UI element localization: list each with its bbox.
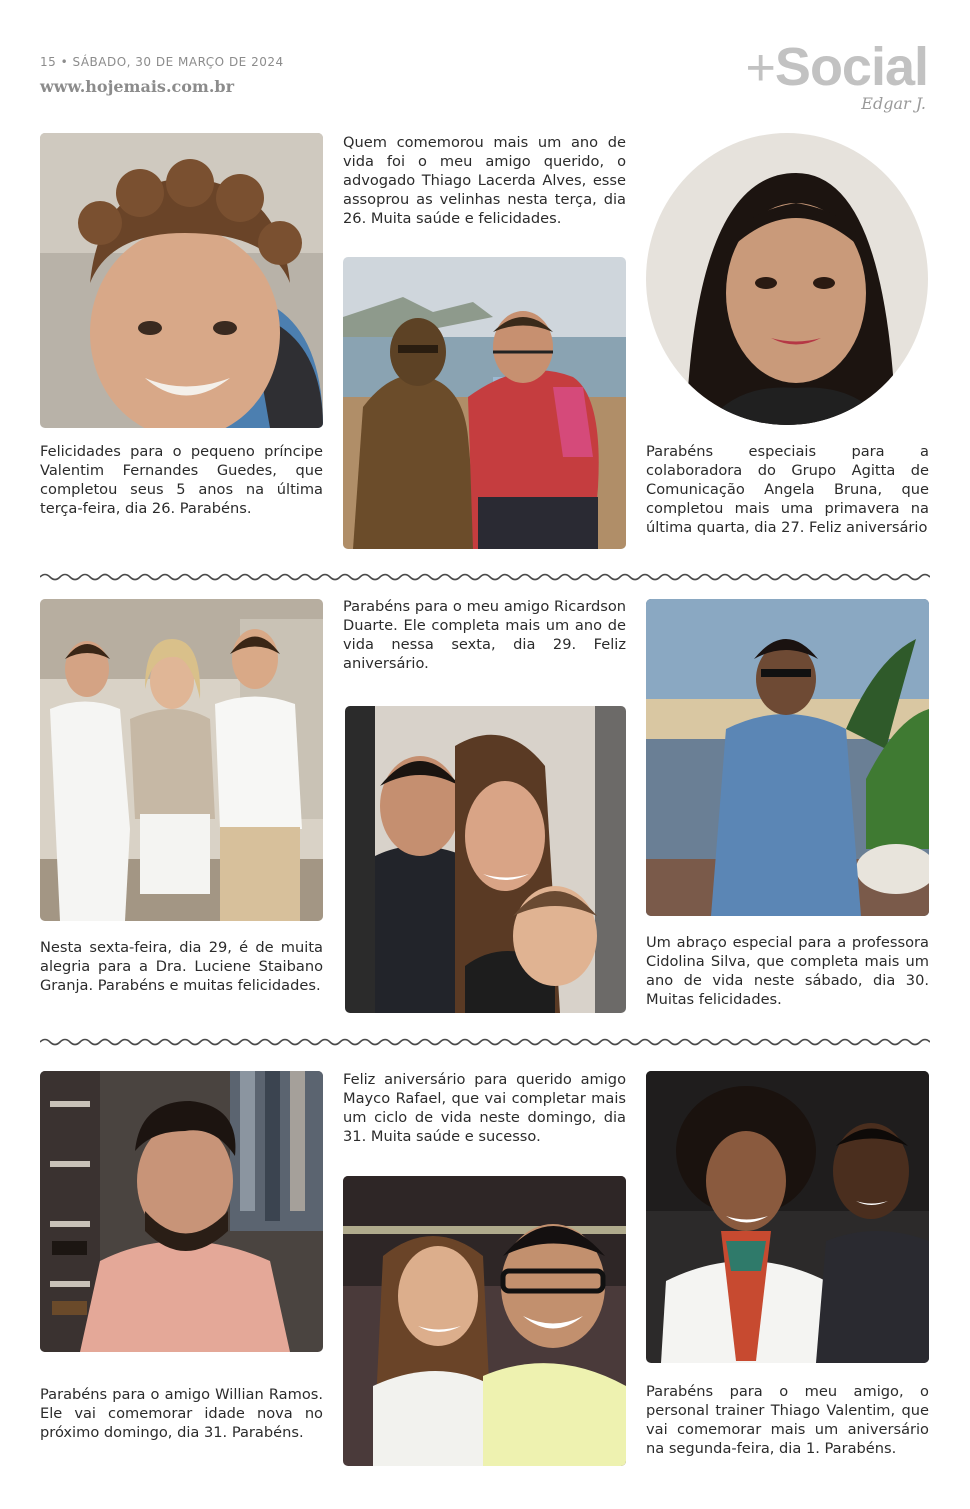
caption-luciene: Nesta sexta-feira, dia 29, é de muita alegria para a Dra. Luciene Staibano Granja. Parabéns e muitas felicidades. — [40, 939, 323, 994]
section-divider — [40, 572, 930, 582]
photo-ricardson-selfie — [345, 706, 626, 1013]
section-logo-word: Social — [774, 37, 928, 97]
photo-cidolina — [646, 599, 929, 916]
caption-thiago-valentim: Parabéns para o meu amigo, o personal trainer Thiago Valentim, que vai comemorar mais um aniversário na segunda-feira, dia 1. Parabéns. — [646, 1383, 929, 1457]
photo-thiago-valentim — [646, 1071, 929, 1363]
photo-family-trio — [40, 599, 323, 921]
caption-willian: Parabéns para o amigo Willian Ramos. Ele vai comemorar idade nova no próximo domingo, dia 31. Parabéns. — [40, 1386, 323, 1441]
photo-willian — [40, 1071, 323, 1352]
section-divider — [40, 1037, 930, 1047]
photo-statue-man — [343, 257, 626, 549]
section-logo-signature: Edgar J. — [861, 94, 926, 113]
section-logo-plus: + — [745, 39, 775, 97]
caption-valentim: Felicidades para o pequeno príncipe Valentim Fernandes Guedes, que completou seus 5 anos na última terça-feira, dia 26. Parabéns. — [40, 443, 323, 517]
photo-mayco-selfie — [343, 1176, 626, 1466]
page-number-date: 15 • SÁBADO, 30 DE MARÇO DE 2024 — [40, 55, 284, 69]
caption-ricardson: Parabéns para o meu amigo Ricardson Duarte. Ele completa mais um ano de vida nessa sexta, dia 29. Feliz aniversário. — [343, 598, 626, 672]
section-logo — [746, 36, 928, 98]
caption-cidolina: Um abraço especial para a professora Cidolina Silva, que completa mais um ano de vida neste sábado, dia 30. Muitas felicidades. — [646, 934, 929, 1008]
caption-thiago-lacerda: Quem comemorou mais um ano de vida foi o meu amigo querido, o advogado Thiago Lacerda Alves, esse assoprou as velinhas nesta terça, dia 26. Muita saúde e felicidades. — [343, 134, 626, 227]
photo-angela — [646, 133, 929, 425]
caption-mayco: Feliz aniversário para querido amigo Mayco Rafael, que vai completar mais um ciclo de vida neste domingo, dia 31. Muita saúde e sucesso. — [343, 1071, 626, 1145]
photo-boy — [40, 133, 323, 428]
site-url: www.hojemais.com.br — [40, 77, 235, 96]
caption-angela: Parabéns especiais para a colaboradora do Grupo Agitta de Comunicação Angela Bruna, que completou mais uma primavera na última quarta, dia 27. Feliz aniversário — [646, 443, 929, 536]
